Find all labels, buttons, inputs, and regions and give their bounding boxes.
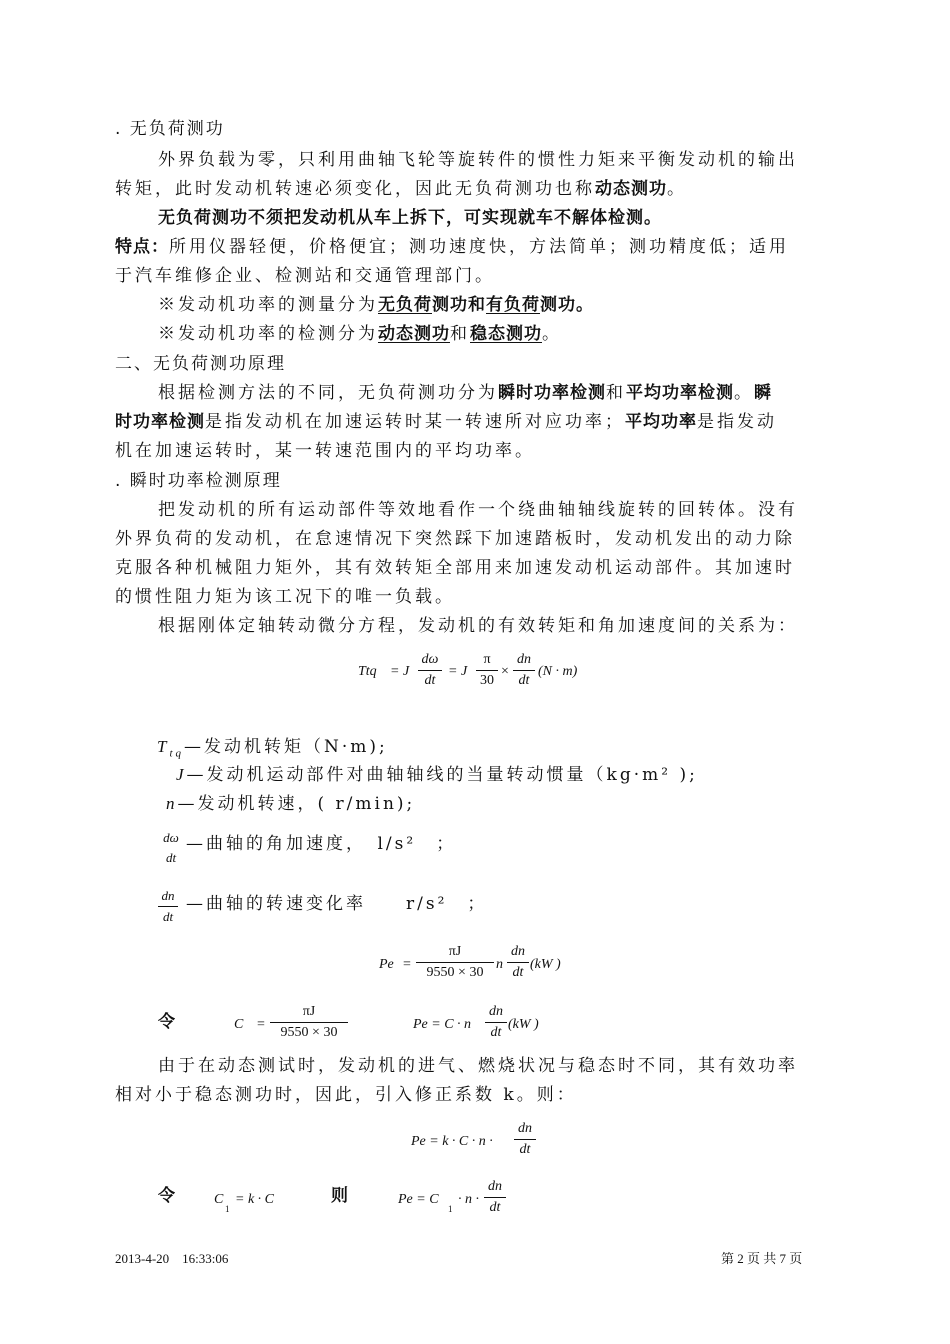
paragraph-line: 相对小于稳态测功时，因此，引入修正系数 k。则： xyxy=(115,1085,577,1105)
paragraph-line: 克服各种机械阻力矩外，其有效转矩全部用来加速发动机运动部件。其加速时 xyxy=(115,558,795,578)
footer-datetime: 2013-4-20 16:33:06 xyxy=(115,1251,229,1266)
paragraph-line: 的惯性阻力矩为该工况下的唯一负载。 xyxy=(115,587,455,607)
emphasis-line: 无负荷测功不须把发动机从车上拆下，可实现就车不解体检测。 xyxy=(158,208,662,228)
note-measurement: ※发动机功率的测量分为无负荷测功和有负荷测功。 xyxy=(158,295,594,315)
definition-ttq: $T_{tq}—$发动机转矩（N·m); xyxy=(157,737,388,760)
section-title-principle: 二、无负荷测功原理 xyxy=(115,354,286,374)
note-detection: ※发动机功率的检测分为动态测功和稳态测功。 xyxy=(158,324,562,344)
fraction-dn-dt: dn dt xyxy=(513,652,535,689)
document-page: . 无负荷测功 外界负载为零，只利用曲轴飞轮等旋转件的惯性力矩来平衡发动机的输出 转矩，此时发动机转速必须变化，因此无负荷测功也称动态测功。 无负荷测功不须把发动机从车上拆下，可实现就车不解体检测。 特点：所用仪器轻便，价格便宜；测功速度快，方法简单；测功精度低；适用 于汽车维修企业、检测站和交通管理部门。 ※发动机功率的测量分为无负荷测功和有负荷测功。 ※发动机功率的检测分为动态测功和稳态测功。 二、无负荷测功原理 根据检测方法的不同，无负荷测功分为瞬时功率检测和平均功率检测。瞬 时功率检测是指发动机在加速运转时某一转速所对应功率；平均功率是指发动 机在加速运转时，某一转速范围内的平均功率。 . 瞬时功率检测原理 把发动机的所有运动部件等效地看作一个绕曲轴轴线旋转的回转体。没有 外界负荷的发动机，在怠速情况下突然踩下加速踏板时，发动机发出的动力除 克服各种机械阻力矩外，其有效转矩全部用来加速发动机运动部件。其加速时 的惯性阻力矩为该工况下的唯一负载。 根据刚体定轴转动微分方程，发动机的有效转矩和角加速度间的关系为： Ttq = J dω dt = J π 30 × dn dt (N · m) $T_{tq}—$发动机转矩（N·m); J—发动机运动部件对曲轴轴线的当量转动惯量（kg·m² ); n—发动机转速，( r/min); dω dt —曲轴的角加速度， l/s² ； dn dt —曲轴的转速变化率 r/s² ； Pe = πJ 9550 × 30 n dn dt (kW ) 令 C = πJ 9550 × 30 Pe = C · n dn dt (kW ) 由于在动态测试时，发动机的进气、燃烧状况与稳态时不同，其有效功率 相对小于稳态测功时，因此，引入修正系数 k。则： Pe = k · C · n · dn dt 令 C 1 = k · C 则 Pe = C 1 · n · dn dt 2013-4-20 16:33:06 第 2 页 共 7 页 xyxy=(0,0,950,1344)
paragraph-line: 外界负荷的发动机，在怠速情况下突然踩下加速踏板时，发动机发出的动力除 xyxy=(115,529,795,549)
features-line: 特点：所用仪器轻便，价格便宜；测功速度快，方法简单；测功精度低；适用 xyxy=(115,237,789,257)
definition-j: J—发动机运动部件对曲轴轴线的当量转动惯量（kg·m² ); xyxy=(176,765,698,785)
paragraph-line: 时功率检测是指发动机在加速运转时某一转速所对应功率；平均功率是指发动 xyxy=(115,412,777,432)
section-title-no-load: . 无负荷测功 xyxy=(115,119,225,139)
definition-n: n—发动机转速，( r/min); xyxy=(166,794,416,814)
features-line-2: 于汽车维修企业、检测站和交通管理部门。 xyxy=(115,266,495,286)
paragraph-line: 外界负载为零，只利用曲轴飞轮等旋转件的惯性力矩来平衡发动机的输出 xyxy=(158,150,798,170)
paragraph-line: 根据检测方法的不同，无负荷测功分为瞬时功率检测和平均功率检测。瞬 xyxy=(158,383,772,403)
fraction-domega-dt: dω dt xyxy=(418,652,442,689)
section-title-instant-power: . 瞬时功率检测原理 xyxy=(115,471,282,491)
footer-page-number: 第 2 页 共 7 页 xyxy=(721,1251,803,1266)
paragraph-line: 根据刚体定轴转动微分方程，发动机的有效转矩和角加速度间的关系为： xyxy=(158,616,798,636)
paragraph-line: 由于在动态测试时，发动机的进气、燃烧状况与稳态时不同，其有效功率 xyxy=(158,1056,798,1076)
paragraph-line: 机在加速运转时，某一转速范围内的平均功率。 xyxy=(115,441,535,461)
paragraph-line: 把发动机的所有运动部件等效地看作一个绕曲轴轴线旋转的回转体。没有 xyxy=(158,500,798,520)
paragraph-line: 转矩，此时发动机转速必须变化，因此无负荷测功也称动态测功。 xyxy=(115,179,687,199)
fraction-pi-30: π 30 xyxy=(476,652,498,689)
